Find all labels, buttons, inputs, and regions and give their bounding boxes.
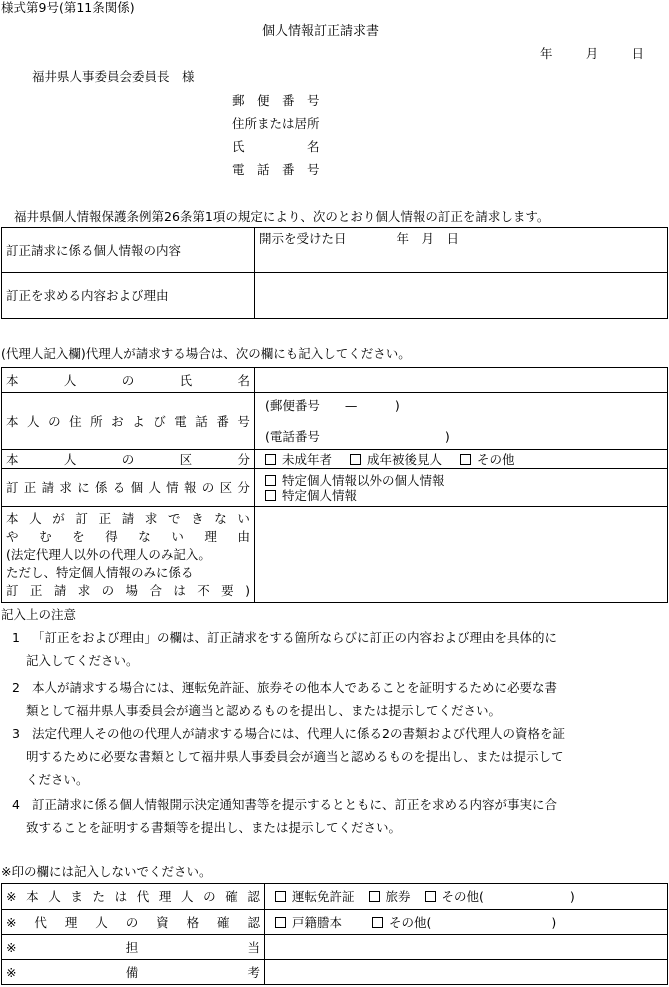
passport-label: 旅券 xyxy=(385,889,411,904)
info-class-label: 訂 正 請 求 に 係 る 個 人 情 報 の 区 分 xyxy=(6,480,250,495)
note-4-number: 4 xyxy=(12,797,20,812)
principal-address-label: 本 人 の 住 所 お よ び 電 話 番 号 xyxy=(6,413,250,429)
info-class-cell xyxy=(255,469,668,507)
form-title: 個人情報訂正請求書 xyxy=(262,24,380,39)
agent-heading: (代理人記入欄)代理人が請求する場合は、次の欄にも記入してください。 xyxy=(1,346,411,361)
specific-info-label: 特定個人情報 xyxy=(282,487,358,503)
license-label: 運転免許証 xyxy=(292,889,355,904)
principal-class-label-cell xyxy=(2,450,255,469)
phone-value: (電話番号 ) xyxy=(265,429,450,444)
reason-label: 訂正を求める内容および理由 xyxy=(6,288,169,303)
note-2-text: 本人が請求する場合には、運転免許証、旅券その他本人であることを証明するために必要な書 xyxy=(32,680,558,695)
principal-address-cell[interactable] xyxy=(255,393,668,450)
principal-name-cell[interactable] xyxy=(255,368,668,393)
addressee: 福井県人事委員会委員長 様 xyxy=(32,69,195,84)
reason-label-cell xyxy=(2,273,255,319)
reason-line-3: (法定代理人以外の代理人のみ記入。 xyxy=(6,546,211,562)
family-register-label: 戸籍謄本 xyxy=(292,914,343,930)
other-confirm-label: その他( xyxy=(441,889,484,904)
adult-ward-label: 成年被後見人 xyxy=(367,451,443,467)
applicant-name-label: 氏 名 xyxy=(232,139,320,154)
other-class-label: その他 xyxy=(477,451,515,467)
note-4-text: 訂正請求に係る個人情報開示決定通知書等を提示するとともに、訂正を求める内容が事実に合 xyxy=(32,797,558,812)
content-value-cell[interactable] xyxy=(255,228,668,273)
non-specific-info-checkbox[interactable] xyxy=(265,475,276,486)
agent-table xyxy=(1,367,668,603)
note-3-continuation-2: ください。 xyxy=(26,772,89,787)
minor-checkbox[interactable] xyxy=(265,454,276,465)
other-agent-close: ) xyxy=(551,914,557,930)
remarks-label: ※ 備 考 xyxy=(6,964,260,980)
note-3-continuation: 明するために必要な書類として福井県人事委員会が適当と認めるものを提出し、または提示して xyxy=(26,749,564,764)
staff-cell[interactable] xyxy=(265,935,668,960)
content-label-cell xyxy=(2,228,255,273)
license-checkbox[interactable] xyxy=(275,891,286,902)
note-2 xyxy=(12,676,662,722)
principal-name-label-cell xyxy=(2,368,255,393)
day-label: 日 xyxy=(631,46,644,61)
postal-value: (郵便番号 — ) xyxy=(265,398,400,413)
staff-label: ※ 担 当 xyxy=(6,939,260,955)
applicant-phone-label: 電 話 番 号 xyxy=(232,162,320,177)
note-1 xyxy=(12,626,662,672)
office-use-table xyxy=(1,883,668,985)
remarks-label-cell xyxy=(2,960,265,985)
non-specific-info-label: 特定個人情報以外の個人情報 xyxy=(282,472,445,488)
note-1-text: 「訂正をおよび理由」の欄は、訂正請求をする箇所ならびに訂正の内容および理由を具体的に xyxy=(32,630,558,645)
principal-class-label: 本 人 の 区 分 xyxy=(6,451,250,467)
applicant-postal-label: 郵 便 番 号 xyxy=(232,93,320,108)
note-2-continuation: 類として福井県人事委員会が適当と認めるものを提出し、または提示してください。 xyxy=(26,703,502,718)
unable-reason-cell[interactable] xyxy=(255,507,668,603)
note-1-number: 1 xyxy=(12,630,20,645)
reason-line-2: や む を 得 な い 理 由 xyxy=(6,528,250,544)
intro-text: 福井県個人情報保護条例第26条第1項の規定により、次のとおり個人情報の訂正を請求します。 xyxy=(14,209,550,224)
form-number: 様式第9号(第11条関係) xyxy=(1,0,135,15)
month-label: 月 xyxy=(585,46,599,61)
note-3-text: 法定代理人その他の代理人が請求する場合には、代理人に係る2の書類および代理人の資格を証 xyxy=(32,726,565,741)
principal-address-label-cell xyxy=(2,393,255,450)
info-class-label-cell xyxy=(2,469,255,507)
agent-qualification-label: ※ 代 理 人 の 資 格 確 認 xyxy=(6,914,260,930)
date-line xyxy=(540,46,644,61)
specific-info-checkbox[interactable] xyxy=(265,490,276,501)
notes-heading: 記入上の注意 xyxy=(1,607,77,622)
note-3-number: 3 xyxy=(12,726,20,741)
other-agent-label: その他( xyxy=(389,914,432,930)
remarks-cell[interactable] xyxy=(265,960,668,985)
year-label: 年 xyxy=(540,46,553,61)
principal-name-label: 本 人 の 氏 名 xyxy=(6,372,250,388)
note-3 xyxy=(12,722,662,791)
minor-label: 未成年者 xyxy=(282,451,333,467)
note-2-number: 2 xyxy=(12,680,20,695)
correction-table xyxy=(1,227,668,319)
adult-ward-checkbox[interactable] xyxy=(350,454,361,465)
note-4 xyxy=(12,793,662,839)
note-1-continuation: 記入してください。 xyxy=(26,653,139,668)
passport-checkbox[interactable] xyxy=(369,891,380,902)
identity-confirm-label: ※ 本 人 ま た は 代 理 人 の 確 認 xyxy=(6,889,260,904)
other-class-checkbox[interactable] xyxy=(460,454,471,465)
agent-qualification-label-cell xyxy=(2,910,265,935)
staff-label-cell xyxy=(2,935,265,960)
family-register-checkbox[interactable] xyxy=(275,917,286,928)
other-confirm-checkbox[interactable] xyxy=(425,891,436,902)
office-use-heading: ※印の欄には記入しないでください。 xyxy=(1,864,212,879)
unable-reason-label-cell xyxy=(2,507,255,603)
other-confirm-close: ) xyxy=(569,889,575,904)
identity-confirm-label-cell xyxy=(2,884,265,910)
applicant-address-label: 住所または居所 xyxy=(232,116,320,131)
reason-line-4: ただし、特定個人情報のみに係る xyxy=(6,564,194,580)
reason-value-cell[interactable] xyxy=(255,273,668,319)
agent-qualification-cell xyxy=(265,910,668,935)
principal-class-cell xyxy=(255,450,668,469)
reason-line-5: 訂 正 請 求 の 場 合 は 不 要 ) xyxy=(6,582,250,598)
content-label: 訂正請求に係る個人情報の内容 xyxy=(6,242,182,258)
identity-confirm-cell xyxy=(265,884,668,910)
disclosure-date: 開示を受けた日 年 月 日 xyxy=(259,231,460,246)
other-agent-checkbox[interactable] xyxy=(372,917,383,928)
note-4-continuation: 致することを証明する書類等を提出し、または提示してください。 xyxy=(26,820,402,835)
reason-line-1: 本 人 が 訂 正 請 求 で き な い xyxy=(6,510,250,526)
